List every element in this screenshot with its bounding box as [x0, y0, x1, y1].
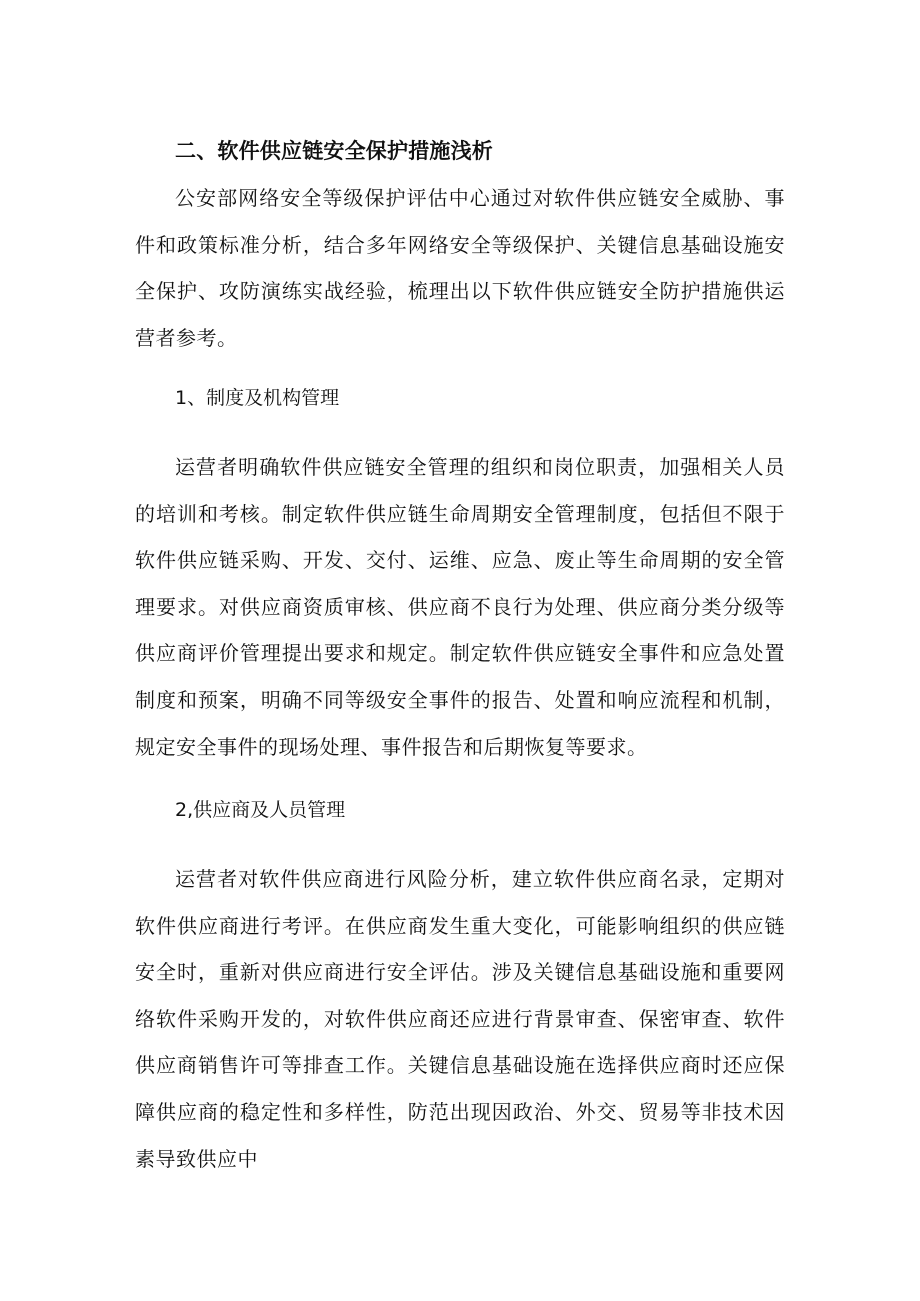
- subsection-2-paragraph: 运营者对软件供应商进行风险分析，建立软件供应商名录，定期对软件供应商进行考评。在供应商发生重大变化，可能影响组织的供应链安全时，重新对供应商进行安全评估。涉及关键信息基础设施和重要网络软件采购开发的，对软件供应商还应进行背景审查、保密审查、软件供应商销售许可等排查工作。关键信息基础设施在选择供应商时还应保障供应商的稳定性和多样性，防范出现因政治、外交、贸易等非技术因素导致供应中: [135, 867, 785, 1171]
- subsection-1-heading: 1、制度及机构管理: [175, 387, 340, 409]
- intro-paragraph: 公安部网络安全等级保护评估中心通过对软件供应链安全威胁、事件和政策标准分析，结合多年网络安全等级保护、关键信息基础设施安全保护、攻防演练实战经验，梳理出以下软件供应链安全防护措施供运营者参考。: [135, 186, 785, 350]
- section-title: 二、软件供应链安全保护措施浅析: [175, 139, 493, 163]
- subsection-2-heading: 2,供应商及人员管理: [175, 799, 346, 821]
- subsection-1-paragraph: 运营者明确软件供应链安全管理的组织和岗位职责，加强相关人员的培训和考核。制定软件供应链生命周期安全管理制度，包括但不限于软件供应链采购、开发、交付、运维、应急、废止等生命周期的安全管理要求。对供应商资质审核、供应商不良行为处理、供应商分类分级等供应商评价管理提出要求和规定。制定软件供应链安全事件和应急处置制度和预案，明确不同等级安全事件的报告、处置和响应流程和机制，规定安全事件的现场处理、事件报告和后期恢复等要求。: [135, 455, 785, 759]
